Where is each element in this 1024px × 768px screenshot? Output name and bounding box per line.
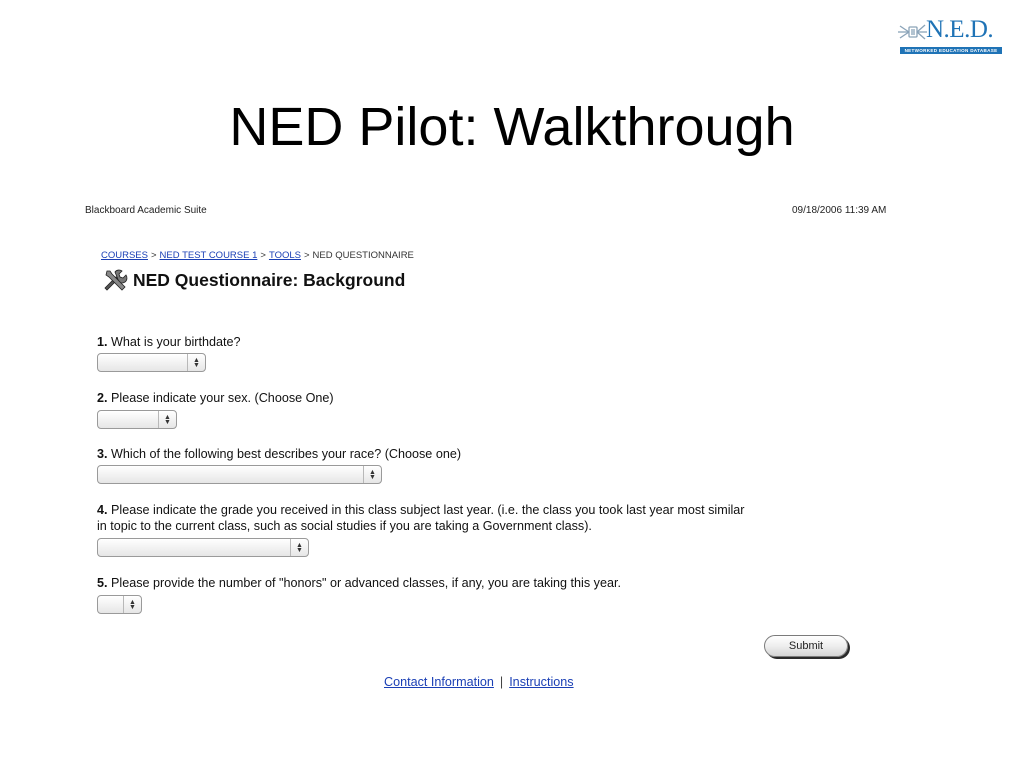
page-heading	[101, 267, 405, 293]
question-3	[97, 447, 461, 463]
breadcrumb-separator: >	[260, 250, 266, 261]
instructions-link[interactable]: Instructions	[509, 675, 574, 689]
timestamp: 09/18/2006 11:39 AM	[792, 205, 887, 216]
question-2-number: 2.	[97, 391, 108, 405]
network-node-icon	[898, 20, 928, 44]
logo-wordmark: N.E.D.	[926, 16, 994, 43]
question-4	[97, 503, 745, 534]
grade-select[interactable]	[97, 538, 309, 557]
race-select[interactable]	[97, 465, 382, 484]
question-4-text: Please indicate the grade you received in this class subject last year. (i.e. the class you took last year most similar	[111, 503, 745, 517]
ned-logo	[898, 18, 1006, 58]
select-arrows-icon: ▲ ▼	[123, 596, 141, 613]
question-1-number: 1.	[97, 335, 108, 349]
logo-tagline: NETWORKED EDUCATION DATABASE	[900, 47, 1002, 54]
blackboard-screenshot	[80, 196, 920, 706]
question-2-text: Please indicate your sex. (Choose One)	[111, 391, 334, 405]
footer-separator: |	[499, 675, 504, 689]
question-4-text-line2: in topic to the current class, such as social studies if you are taking a Government class).	[97, 518, 592, 533]
suite-name: Blackboard Academic Suite	[85, 205, 207, 216]
breadcrumb-courses[interactable]: COURSES	[101, 250, 148, 261]
select-arrows-icon: ▲ ▼	[363, 466, 381, 483]
question-3-text: Which of the following best describes your race? (Choose one)	[111, 447, 462, 461]
breadcrumb-tools[interactable]: TOOLS	[268, 250, 301, 261]
breadcrumb-ned-test-course-1[interactable]: NED TEST COURSE 1	[159, 250, 258, 261]
question-1-text: What is your birthdate?	[111, 335, 241, 349]
birthdate-select[interactable]	[97, 353, 206, 372]
question-5	[97, 576, 621, 592]
question-5-number: 5.	[97, 576, 108, 590]
breadcrumb-separator: >	[303, 250, 310, 261]
question-4-number: 4.	[97, 503, 108, 517]
select-arrows-icon: ▲ ▼	[187, 354, 205, 371]
select-arrows-icon: ▲ ▼	[158, 411, 176, 428]
footer-links	[384, 675, 574, 689]
select-arrows-icon: ▲ ▼	[290, 539, 308, 556]
sex-select[interactable]	[97, 410, 177, 429]
question-5-text: Please provide the number of "honors" or advanced classes, if any, you are taking this year.	[111, 576, 621, 590]
tools-icon	[101, 268, 129, 292]
slide-title: NED Pilot: Walkthrough	[229, 97, 795, 157]
page-heading-text: NED Questionnaire: Background	[133, 269, 406, 290]
breadcrumb-separator: >	[150, 250, 157, 261]
question-1	[97, 335, 241, 351]
contact-information-link[interactable]: Contact Information	[384, 675, 494, 689]
question-3-number: 3.	[97, 447, 108, 461]
breadcrumb-ned-questionnaire: NED QUESTIONNAIRE	[312, 250, 414, 261]
question-2	[97, 391, 334, 407]
submit-button[interactable]: Submit	[764, 635, 848, 657]
honors-classes-select[interactable]	[97, 595, 142, 614]
breadcrumb	[101, 250, 414, 261]
